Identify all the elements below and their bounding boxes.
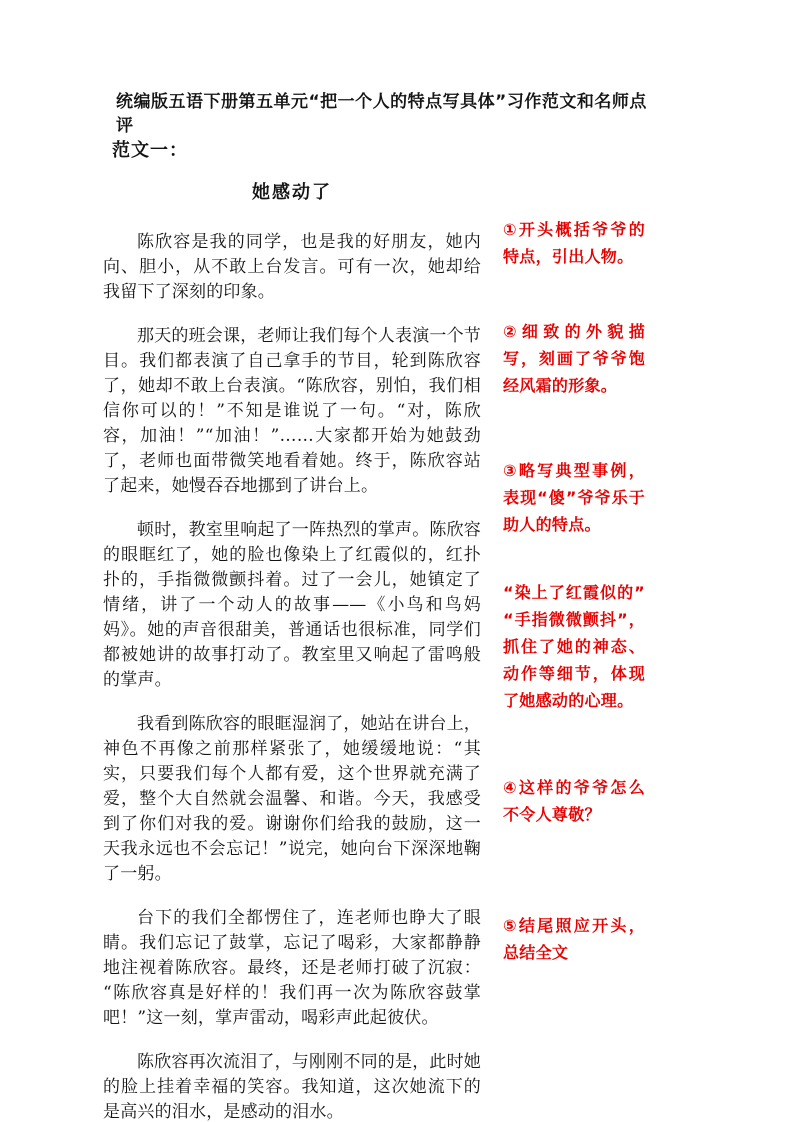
essay-title: 她感动了 xyxy=(252,182,332,203)
annotation-4: ④这样的爷爷怎么不令人尊敬？ xyxy=(503,778,645,824)
annotation-2: ②细致的外貌描写，刻画了爷爷饱经风霜的形象。 xyxy=(503,322,645,395)
essay-paragraph-5: 台下的我们全都愣住了，连老师也睁大了眼睛。我们忘记了鼓掌，忘记了喝彩，大家都静静地注视着陈欣容。最终，还是老师打破了沉寂：“陈欣容真是好样的！我们再一次为陈欣容鼓掌吧！”这一刻，掌声雷动，喝彩声此起彼伏。 xyxy=(103,908,481,1028)
section-label: 范文一： xyxy=(112,140,188,161)
annotation-quote: “染上了红霞似的”“手指微微颤抖”，抓住了她的神态、动作等细节，体现了她感动的心理。 xyxy=(503,583,645,710)
annotation-1: ①开头概括爷爷的特点，引出人物。 xyxy=(503,220,645,266)
essay-paragraph-3: 顿时，教室里响起了一阵热烈的掌声。陈欣容的眼眶红了，她的脸也像染上了红霞似的，红扑扑的，手指微微颤抖着。过了一会儿，她镇定了情绪，讲了一个动人的故事——《小鸟和鸟妈妈》。她的声音很甜美，普通话也很标准，同学们都被她讲的故事打动了。教室里又响起了雷鸣般的掌声。 xyxy=(103,520,481,690)
annotation-3: ③略写典型事例，表现“傻”爷爷乐于助人的特点。 xyxy=(503,461,645,534)
essay-column xyxy=(103,178,481,1122)
essay-paragraph-2: 那天的班会课，老师让我们每个人表演一个节目。我们都表演了自己拿手的节目，轮到陈欣容了，她却不敢上台表演。“陈欣容，别怕，我们相信你可以的！”不知是谁说了一句。“对，陈欣容，加油！”“加油！”……大家都开始为她鼓劲了，老师也面带微笑地看着她。终于，陈欣容站了起来，她慢吞吞地挪到了讲台上。 xyxy=(103,326,481,496)
essay-paragraph-4: 我看到陈欣容的眼眶湿润了，她站在讲台上，神色不再像之前那样紧张了，她缓缓地说：“其实，只要我们每个人都有爱，这个世界就充满了爱，整个大自然就会温馨、和谐。今天，我感受到了你们对我的爱。谢谢你们给我的鼓励，这一天我永远也不会忘记！”说完，她向台下深深地鞠了一躬。 xyxy=(103,714,481,884)
document-title: 统编版五语下册第五单元“把一个人的特点写具体”习作范文和名师点评 xyxy=(116,92,647,136)
essay-paragraph-1: 陈欣容是我的同学，也是我的好朋友，她内向、胆小，从不敢上台发言。可有一次，她却给我留下了深刻的印象。 xyxy=(103,232,481,302)
essay-paragraph-6: 陈欣容再次流泪了，与刚刚不同的是，此时她的脸上挂着幸福的笑容。我知道，这次她流下的是高兴的泪水，是感动的泪水。 xyxy=(103,1052,481,1122)
annotation-5: ⑤结尾照应开头，总结全文 xyxy=(503,916,645,962)
